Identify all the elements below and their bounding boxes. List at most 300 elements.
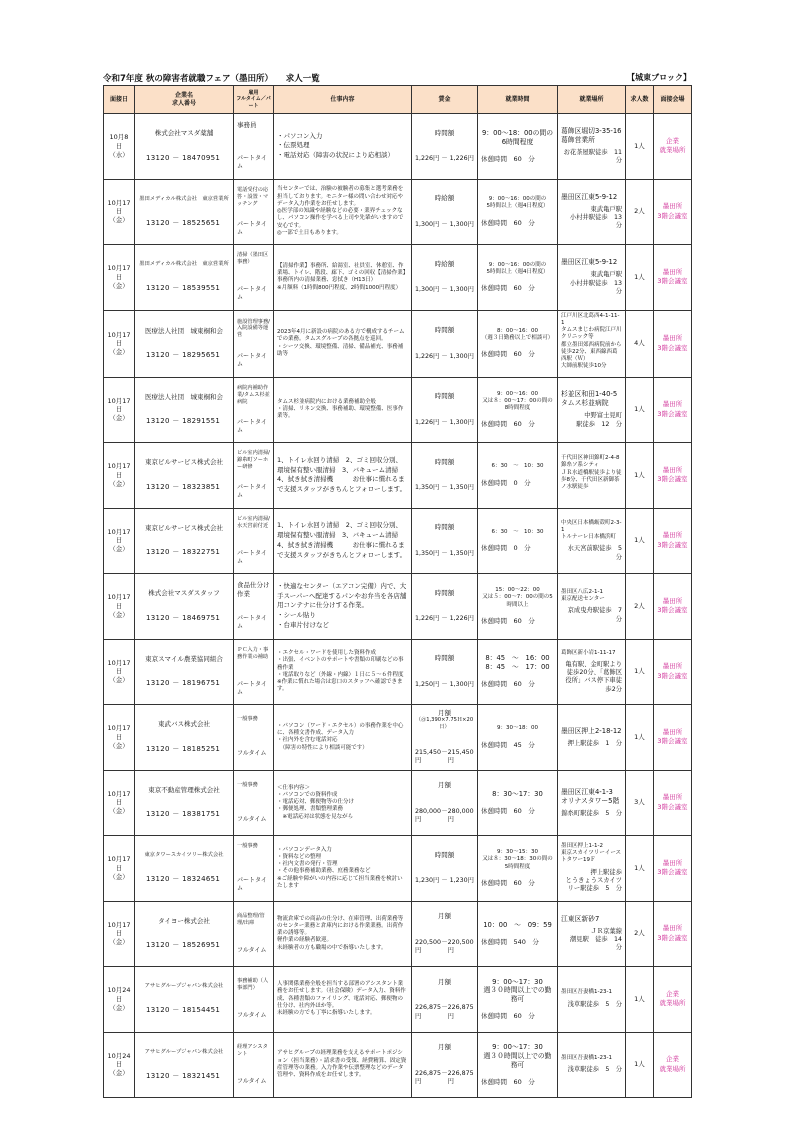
hours-cell bbox=[478, 1032, 558, 1098]
job-number: 13120 － 18322751 bbox=[146, 548, 221, 557]
wage-min: 220,500円 bbox=[415, 938, 442, 955]
task-cell bbox=[274, 114, 412, 180]
occupation: 清掃（墨田区事務） bbox=[237, 252, 269, 266]
occupation: 一般事務 bbox=[237, 781, 258, 788]
wage-type: 月額 bbox=[438, 977, 451, 986]
wage-note: （＠1,390×7.75Ｈ×20日） bbox=[415, 717, 474, 731]
company-name: 東京スマイル農業協同組合 bbox=[145, 654, 223, 663]
occupation: 食品仕分け作業 bbox=[237, 581, 270, 598]
task-cell bbox=[274, 705, 412, 771]
place-cell bbox=[558, 377, 626, 443]
wage-type: 時間額 bbox=[434, 588, 455, 597]
opening-count: 1人 bbox=[626, 705, 654, 771]
interview-date: 10月24日 bbox=[107, 1051, 131, 1069]
task-description: ＜仕事内容＞ ・パソコンでの資料作成 ・電話応対、郵便物等の仕分け ・郵便処理、書類整理業務 ※電話応対は状態を見ながら bbox=[277, 784, 355, 820]
employment-cell bbox=[234, 574, 274, 640]
table-row bbox=[104, 508, 692, 574]
wage-max: 1,300円 bbox=[449, 286, 474, 294]
company-name: 東京ビルサービス株式会社 bbox=[145, 458, 223, 467]
break-time: 休憩時間 60 分 bbox=[481, 218, 535, 227]
work-address: 杉並区和田1-40-5 タムス杉並病院 bbox=[561, 390, 618, 408]
company-name: アサヒグループジャパン株式会社 bbox=[144, 1048, 224, 1055]
employment-type: パートタイム bbox=[237, 484, 267, 500]
task-cell bbox=[274, 836, 412, 902]
hours-cell bbox=[478, 443, 558, 509]
interview-weekday: （金） bbox=[109, 1003, 129, 1012]
wage-type: 時給額 bbox=[434, 259, 455, 268]
wage-max: 1,226円 bbox=[449, 615, 474, 623]
table-row bbox=[104, 836, 692, 902]
employment-cell bbox=[234, 639, 274, 705]
hours-cell bbox=[478, 508, 558, 574]
opening-count: 2人 bbox=[626, 574, 654, 640]
task-cell bbox=[274, 1032, 412, 1098]
wage-min: 215,450円 bbox=[415, 749, 442, 765]
company-cell bbox=[135, 508, 234, 574]
interview-date: 10月17日 bbox=[107, 462, 131, 479]
table-row bbox=[104, 179, 692, 245]
working-hours: 9：30〜18：00 bbox=[497, 725, 538, 732]
col-header-place: 就業場所 bbox=[558, 86, 626, 114]
wage-range bbox=[415, 550, 474, 558]
work-address: 墨田区吾妻橋1-23-1 bbox=[561, 1054, 612, 1061]
hours-cell bbox=[478, 836, 558, 902]
wage-cell bbox=[412, 245, 478, 311]
break-time: 休憩時間 60 分 bbox=[481, 284, 535, 293]
interview-venue: 墨田所 3階会議室 bbox=[654, 179, 692, 245]
wage-cell bbox=[412, 310, 478, 377]
interview-weekday: （水） bbox=[109, 150, 129, 159]
working-hours: 8：45 〜 16：00 8：45 〜 17：00 bbox=[485, 654, 550, 672]
work-address: 江東区新砂7 bbox=[561, 914, 600, 923]
working-hours: 9：00〜16：00の間の 5時間以上（週4日程度） bbox=[486, 196, 549, 210]
employment-cell bbox=[234, 310, 274, 377]
wage-cell bbox=[412, 179, 478, 245]
occupation: 電話受付の応答・設置・マッチング bbox=[237, 186, 269, 207]
occupation: ビル室内清掃/水天宮前付近 bbox=[237, 515, 270, 529]
wage-type: 時間額 bbox=[434, 523, 455, 532]
wage-min: 1,226円 bbox=[415, 418, 440, 426]
employment-type: パートタイム bbox=[237, 352, 267, 368]
interview-weekday: （金） bbox=[109, 479, 129, 488]
working-hours: 9：00〜16：00の間の 5時間以上（週4日程度） bbox=[486, 261, 549, 275]
wage-min: 1,230円 bbox=[415, 877, 440, 885]
employment-type: パートタイム bbox=[237, 286, 267, 302]
task-cell bbox=[274, 443, 412, 509]
table-row bbox=[104, 443, 692, 509]
wage-range bbox=[415, 808, 474, 825]
occupation: 一般事務 bbox=[237, 843, 258, 850]
interview-weekday: （金） bbox=[109, 414, 129, 423]
task-description: 2023年4月に新設の病院のある方で構成するチームでの業務。タムスグループの各拠点を巡回。 ・シーツ交換、環境整備、清掃、備品補充、事務補助等 bbox=[277, 329, 405, 357]
occupation: 一般事務 bbox=[237, 716, 258, 723]
employment-cell bbox=[234, 179, 274, 245]
wage-type: 月額 bbox=[438, 1043, 451, 1052]
occupation: 病院内補助作業/タムス杉並病院 bbox=[237, 384, 270, 405]
wage-dash: － bbox=[441, 1004, 448, 1012]
col-header-date: 面接日 bbox=[104, 86, 135, 114]
wage-max: 1,226円 bbox=[449, 155, 474, 163]
access-info: 押上駅徒歩 1 分 bbox=[567, 739, 622, 747]
occupation: 事務補助（人事部門） bbox=[237, 978, 269, 992]
job-number: 13120 － 18196751 bbox=[146, 679, 221, 688]
employment-cell bbox=[234, 901, 274, 967]
wage-cell bbox=[412, 639, 478, 705]
hours-cell bbox=[478, 245, 558, 311]
wage-range bbox=[415, 615, 474, 623]
employment-type: フルタイム bbox=[237, 815, 267, 823]
opening-count: 2人 bbox=[626, 179, 654, 245]
block-label: 【城東ブロック】 bbox=[627, 73, 691, 82]
table-row bbox=[104, 770, 692, 836]
wage-cell bbox=[412, 508, 478, 574]
work-address: 墨田区江東5-9-12 bbox=[561, 192, 618, 201]
wage-min: 1,300円 bbox=[415, 220, 440, 228]
interview-weekday: （金） bbox=[109, 872, 129, 881]
interview-venue: 墨田所 3階会議室 bbox=[654, 245, 692, 311]
wage-min: 1,350円 bbox=[415, 549, 440, 557]
interview-venue: 墨田所 3階会議室 bbox=[654, 836, 692, 902]
task-cell bbox=[274, 310, 412, 377]
company-cell bbox=[135, 245, 234, 311]
break-time: 休憩時間 60 分 bbox=[481, 1012, 535, 1021]
wage-cell bbox=[412, 705, 478, 771]
wage-range bbox=[415, 155, 474, 163]
interview-date: 10月17日 bbox=[107, 527, 131, 545]
task-description: 当センターでは、治験の被験者の募集と選考業務を担当しております。モニター様の問い合わせ対応やデータ入力作業をお任せします。 ◎医学部の知識や経験などの必要・業界チェックなし、パソコン操作を学べる上司や先輩がいますので安心です。 ◎一部で土日もあります。 bbox=[277, 186, 404, 236]
access-info: 水天宮前駅徒歩 5 分 bbox=[567, 545, 629, 561]
wage-dash: － bbox=[441, 352, 448, 360]
hours-cell bbox=[478, 901, 558, 967]
interview-weekday: （金） bbox=[109, 807, 129, 816]
wage-dash: － bbox=[441, 749, 448, 757]
hours-cell bbox=[478, 114, 558, 180]
job-number: 13120 － 18185251 bbox=[146, 744, 221, 753]
interview-date: 10月17日 bbox=[107, 789, 131, 807]
work-address: 墨田区江東5-9-12 bbox=[561, 258, 618, 267]
company-cell bbox=[135, 310, 234, 377]
employment-type: パートタイム bbox=[237, 877, 267, 893]
wage-cell bbox=[412, 770, 478, 836]
company-name: 東京ビルサービス株式会社 bbox=[145, 523, 223, 532]
wage-dash: － bbox=[441, 807, 448, 815]
table-row bbox=[104, 574, 692, 640]
opening-count: 1人 bbox=[626, 967, 654, 1033]
working-hours: 9：00〜17：30 週３０時間以上での勤務可 bbox=[483, 977, 552, 1004]
opening-count: 1人 bbox=[626, 508, 654, 574]
working-hours: 8：30〜17：30 bbox=[492, 789, 543, 798]
wage-range bbox=[415, 1070, 474, 1087]
wage-cell bbox=[412, 1032, 478, 1098]
wage-max: 1,230円 bbox=[449, 877, 474, 885]
working-hours: 6：30 〜 10：30 bbox=[491, 528, 544, 535]
task-description: 人事関係業務全般を担当する部署のアシスタント業務をお任せします。（社会保険）データ入力、資料作成、各種書類のファイリング、電話対応、郵便物の仕分け、社内外ほか等。 未経験の方でも丁寧に指導いたします。 bbox=[277, 981, 406, 1017]
company-cell bbox=[135, 836, 234, 902]
hours-cell bbox=[478, 310, 558, 377]
employment-type: フルタイム bbox=[237, 1077, 267, 1085]
opening-count: 4人 bbox=[626, 310, 654, 377]
access-info: 押上駅徒歩 とうきょうスカイツリー駅徒歩 5 分 bbox=[565, 868, 622, 893]
opening-count: 1人 bbox=[626, 114, 654, 180]
company-cell bbox=[135, 1032, 234, 1098]
company-name: 墨田メディカル株式会社 東京営業所 bbox=[139, 261, 229, 268]
access-info: 京成曳舟駅徒歩 7 分 bbox=[567, 607, 629, 623]
access-info: ＪＲ京葉線 潮見駅 徒歩 14 分 bbox=[569, 927, 622, 952]
interview-date-cell bbox=[104, 508, 135, 574]
interview-weekday: （金） bbox=[109, 281, 129, 290]
wage-type: 月額 bbox=[438, 708, 451, 717]
wage-cell bbox=[412, 901, 478, 967]
wage-type: 時間額 bbox=[434, 326, 455, 335]
interview-date-cell bbox=[104, 901, 135, 967]
interview-date-cell bbox=[104, 836, 135, 902]
wage-max: 280,000円 bbox=[447, 807, 474, 824]
table-row bbox=[104, 967, 692, 1033]
opening-count: 1人 bbox=[626, 836, 654, 902]
task-description: ・快適なセンター（エアコン完備）内で、大手スーパーへ配達するパンやお弁当を各店舗用コンテナに仕分けする作業。 ・シール貼り ・台車片付けなど bbox=[277, 581, 407, 629]
job-number: 13120 － 18323851 bbox=[146, 482, 221, 491]
wage-max: 1,350円 bbox=[449, 549, 474, 557]
work-address: 葛飾区堀切3-35-16 葛飾営業所 bbox=[561, 126, 622, 144]
place-cell bbox=[558, 310, 626, 377]
place-cell bbox=[558, 443, 626, 509]
access-info: 浅草駅徒歩 5 分 bbox=[567, 1000, 622, 1008]
place-cell bbox=[558, 901, 626, 967]
company-cell bbox=[135, 901, 234, 967]
company-name: 墨田メディカル株式会社 東京営業所 bbox=[139, 195, 229, 202]
col-header-employment: 雇用 フルタイム／パート bbox=[234, 86, 274, 114]
page-header bbox=[103, 72, 691, 86]
break-time: 休憩時間 0 分 bbox=[481, 544, 531, 553]
table-row bbox=[104, 245, 692, 311]
wage-min: 226,875円 bbox=[415, 1069, 442, 1086]
break-time: 休憩時間 60 分 bbox=[481, 806, 535, 815]
interview-date: 10月24日 bbox=[107, 986, 131, 1003]
company-cell bbox=[135, 574, 234, 640]
opening-count: 1人 bbox=[626, 639, 654, 705]
wage-min: 280,000円 bbox=[415, 807, 442, 824]
place-cell bbox=[558, 705, 626, 771]
wage-min: 1,300円 bbox=[415, 286, 440, 294]
work-address: 千代田区神田錦町2-4-8 錦糸ソ系シティ ＪＲ水道橋駅徒歩より徒歩8分、千代田区新御茶ノ水駅徒歩 bbox=[561, 455, 622, 491]
wage-dash: － bbox=[441, 286, 448, 294]
col-header-hours: 就業時間 bbox=[478, 86, 558, 114]
company-name: 医療法人社団 城東桐和会 bbox=[145, 392, 223, 401]
table-row bbox=[104, 377, 692, 443]
task-cell bbox=[274, 179, 412, 245]
wage-max: 1,350円 bbox=[449, 484, 474, 492]
interview-weekday: （金） bbox=[109, 610, 129, 619]
work-address: 墨田区江東4-1-3 オリナスタワー5階 bbox=[561, 787, 620, 805]
employment-cell bbox=[234, 377, 274, 443]
task-cell bbox=[274, 508, 412, 574]
working-hours: 9：00〜16：00 又は８：00〜17：00の間の8時間程度 bbox=[482, 390, 553, 412]
wage-dash: － bbox=[441, 484, 448, 492]
job-number: 13120 － 18470951 bbox=[146, 153, 221, 162]
interview-weekday: （金） bbox=[109, 347, 129, 356]
interview-date: 10月17日 bbox=[107, 658, 131, 676]
occupation: ＰＣ入力・事務作業の補助 bbox=[237, 646, 269, 660]
wage-dash: － bbox=[441, 615, 448, 623]
task-cell bbox=[274, 967, 412, 1033]
table-row bbox=[104, 705, 692, 771]
access-info: 東武亀戸駅 小村井駅徒歩 13 分 bbox=[569, 205, 622, 230]
employment-type: パートタイム bbox=[237, 155, 267, 171]
place-cell bbox=[558, 967, 626, 1033]
interview-date: 10月17日 bbox=[107, 855, 131, 872]
working-hours: 8：00〜16：00 （週３日勤務以上で相談可） bbox=[481, 327, 554, 342]
task-cell bbox=[274, 574, 412, 640]
job-number: 13120 － 18381751 bbox=[146, 810, 221, 819]
job-number: 13120 － 18324651 bbox=[146, 875, 221, 884]
wage-cell bbox=[412, 836, 478, 902]
employment-type: パートタイム bbox=[237, 220, 267, 236]
work-address: 墨田区吾妻橋1-23-1 bbox=[561, 989, 612, 996]
interview-date: 10月17日 bbox=[107, 724, 131, 741]
interview-date-cell bbox=[104, 443, 135, 509]
interview-venue: 企業 就業場所 bbox=[654, 967, 692, 1033]
wage-dash: － bbox=[441, 1069, 448, 1077]
col-header-wage: 賃金 bbox=[412, 86, 478, 114]
place-cell bbox=[558, 836, 626, 902]
wage-max: 220,500円 bbox=[447, 938, 474, 955]
task-cell bbox=[274, 639, 412, 705]
task-description: タムス杉並病院内における業務補助全般 ・清掃、リネン交換、事務補助、環境整備、医事作業等。 bbox=[277, 398, 404, 420]
occupation: 商品整理/管理/出庫 bbox=[237, 912, 265, 926]
interview-weekday: （金） bbox=[109, 938, 129, 947]
wage-type: 月額 bbox=[438, 781, 451, 790]
company-cell bbox=[135, 179, 234, 245]
wage-dash: － bbox=[441, 549, 448, 557]
wage-range bbox=[415, 939, 474, 956]
task-description: ・パソコンデータ入力 ・資料などの整理 ・社内文書の発行・管理 ・その他事務補助業務、庶務業務など ※ご経験や障がいの内容に応じて担当業務を検討いたします bbox=[277, 846, 403, 889]
interview-date: 10月17日 bbox=[107, 396, 131, 414]
hours-cell bbox=[478, 705, 558, 771]
interview-weekday: （金） bbox=[109, 676, 129, 685]
employment-type: パートタイム bbox=[237, 549, 267, 565]
company-cell bbox=[135, 443, 234, 509]
job-number: 13120 － 18539551 bbox=[146, 284, 221, 293]
opening-count: 1人 bbox=[626, 377, 654, 443]
company-name: 株式会社マスダ薬舗 bbox=[154, 129, 214, 138]
table-row bbox=[104, 901, 692, 967]
employment-cell bbox=[234, 705, 274, 771]
col-header-venue: 面接会場 bbox=[654, 86, 692, 114]
wage-min: 1,250円 bbox=[415, 680, 440, 688]
hours-cell bbox=[478, 377, 558, 443]
job-listing-table bbox=[103, 85, 692, 1098]
company-name: タイヨー株式会社 bbox=[158, 916, 210, 925]
employment-cell bbox=[234, 967, 274, 1033]
company-cell bbox=[135, 114, 234, 180]
company-name: アサヒグループジャパン株式会社 bbox=[144, 983, 224, 990]
employment-cell bbox=[234, 245, 274, 311]
wage-range bbox=[415, 877, 474, 885]
table-row bbox=[104, 310, 692, 377]
interview-venue: 墨田所 3階会議室 bbox=[654, 443, 692, 509]
interview-date: 10月17日 bbox=[107, 198, 131, 216]
task-description: ・パソコン入力 ・伝票処理 ・電話対応（障害の状況により応相談） bbox=[277, 131, 394, 160]
company-name: 東京不動産管理株式会社 bbox=[148, 785, 220, 794]
table-row bbox=[104, 639, 692, 705]
employment-cell bbox=[234, 508, 274, 574]
employment-cell bbox=[234, 443, 274, 509]
wage-type: 時間額 bbox=[434, 850, 455, 859]
wage-min: 226,875円 bbox=[415, 1004, 442, 1020]
interview-date-cell bbox=[104, 967, 135, 1033]
access-info: 亀有駅、金町駅より徒歩20分、「葛飾区役所」バス停下車徒歩2分 bbox=[565, 660, 622, 693]
interview-date: 10月17日 bbox=[107, 593, 131, 610]
wage-max: 215,450円 bbox=[447, 749, 474, 765]
opening-count: 3人 bbox=[626, 770, 654, 836]
wage-dash: － bbox=[441, 680, 448, 688]
interview-venue: 墨田所 3階会議室 bbox=[654, 901, 692, 967]
task-cell bbox=[274, 770, 412, 836]
interview-date-cell bbox=[104, 1032, 135, 1098]
break-time: 休憩時間 60 分 bbox=[481, 878, 535, 887]
occupation: 経理アシスタント bbox=[237, 1043, 268, 1057]
interview-venue: 墨田所 3階会議室 bbox=[654, 639, 692, 705]
place-cell bbox=[558, 114, 629, 180]
table-header-row bbox=[104, 86, 692, 114]
job-number: 13120 － 18291551 bbox=[146, 417, 221, 426]
occupation: 事務員 bbox=[237, 121, 257, 130]
wage-range bbox=[415, 749, 474, 766]
hours-cell bbox=[478, 639, 558, 705]
employment-type: フルタイム bbox=[237, 946, 267, 954]
wage-dash: － bbox=[441, 938, 448, 946]
working-hours: 9：00〜18：00の間の 6時間程度 bbox=[481, 128, 554, 146]
working-hours: 6：30 〜 10：30 bbox=[491, 463, 544, 470]
table-row bbox=[104, 1032, 692, 1098]
col-header-task: 仕事内容 bbox=[274, 86, 412, 114]
wage-type: 時間額 bbox=[434, 654, 455, 663]
interview-date-cell bbox=[104, 179, 135, 245]
break-time: 休憩時間 45 分 bbox=[481, 740, 535, 749]
wage-range bbox=[415, 221, 474, 229]
access-info: お花茶屋駅徒歩 11 分 bbox=[563, 148, 629, 165]
hours-cell bbox=[478, 967, 558, 1033]
wage-dash: － bbox=[441, 877, 448, 885]
work-address: 葛飾区新小岩1-11-17 bbox=[561, 649, 616, 656]
job-number: 13120 － 18526951 bbox=[146, 941, 221, 950]
interview-venue: 墨田所 3階会議室 bbox=[654, 377, 692, 443]
interview-weekday: （金） bbox=[109, 216, 129, 225]
interview-date-cell bbox=[104, 705, 135, 771]
wage-min: 1,226円 bbox=[415, 155, 440, 163]
company-name: 東京タワースカイツリー株式会社 bbox=[144, 852, 224, 859]
wage-type: 時給額 bbox=[434, 194, 455, 203]
employment-type: パートタイム bbox=[237, 615, 267, 631]
wage-min: 1,350円 bbox=[415, 484, 440, 492]
job-number: 13120 － 18154451 bbox=[146, 1006, 221, 1015]
wage-cell bbox=[412, 377, 478, 443]
wage-max: 1,300円 bbox=[449, 352, 474, 360]
interview-venue: 企業 就業場所 bbox=[654, 114, 692, 180]
employment-type: パートタイム bbox=[237, 680, 267, 696]
task-description: 物流倉庫での商品の仕分け、在庫管理、出荷業務等のセンター業務と倉庫内における作業業務。出荷作業の誘導等。 軽作業の経験者歓迎。 未経験者の方も職場の中で指導いたします。 bbox=[277, 915, 404, 951]
wage-min: 1,226円 bbox=[415, 352, 440, 360]
company-cell bbox=[135, 705, 234, 771]
interview-venue: 墨田所 3階会議室 bbox=[654, 770, 692, 836]
working-hours: 15：00〜22：00 又は５：00〜7：00の間の5時間以上 bbox=[482, 587, 553, 608]
company-name: 医療法人社団 城東桐和会 bbox=[145, 326, 223, 335]
interview-date: 10月17日 bbox=[107, 330, 131, 348]
task-description: アサヒグループの経理業務を支えるサポートポジション（担当業務）・請求書の受領、経費精算、固定資産管理等の業務。入力作業や伝票整理などのデータ管理や、資料作成をお任せします。 bbox=[277, 1050, 407, 1078]
wage-range bbox=[415, 419, 474, 427]
employment-type: フルタイム bbox=[237, 750, 267, 758]
place-cell bbox=[558, 508, 629, 574]
